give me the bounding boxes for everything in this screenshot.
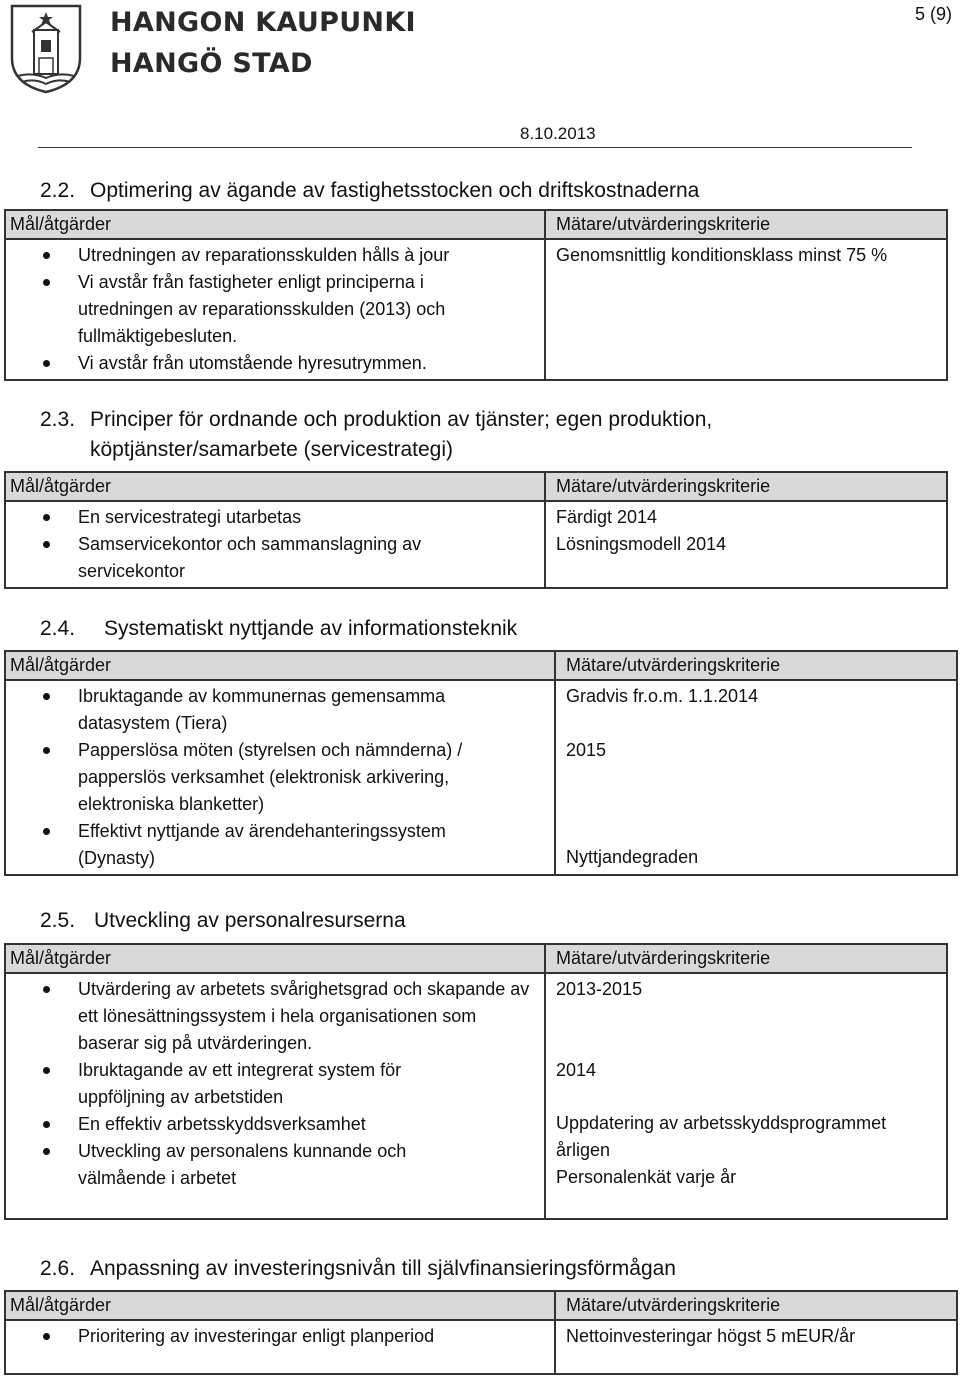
col-header-actions: Mål/åtgärder xyxy=(5,472,545,501)
section-2-3-table xyxy=(4,471,948,589)
measure-text: 2014 xyxy=(556,1060,597,1080)
list-item: En effektiv arbetsskyddsverksamhet xyxy=(78,1111,538,1138)
list-item: Vi avstår från fastigheter enligt principerna i utredningen av reparationsskulden (2013) och fullmäktigebesluten. xyxy=(78,269,544,350)
measure-text: Personalenkät varje år xyxy=(556,1167,737,1187)
section-2-2-table xyxy=(4,209,948,381)
section-2-4-table xyxy=(4,650,958,876)
col-header-measures: Mätare/utvärderingskriterie xyxy=(545,210,947,239)
col-header-measures: Mätare/utvärderingskriterie xyxy=(545,472,947,501)
col-header-measures: Mätare/utvärderingskriterie xyxy=(555,1291,957,1320)
measure-text: 2013-2015 xyxy=(556,979,643,999)
header-divider xyxy=(38,147,912,148)
measure-text: Gradvis fr.o.m. 1.1.2014 xyxy=(566,686,759,706)
list-item: Prioritering av investeringar enligt planperiod xyxy=(78,1323,554,1350)
list-item: Vi avstår från utomstående hyresutrymmen. xyxy=(78,350,544,377)
measure-text: Färdigt 2014 xyxy=(556,507,658,527)
col-header-measures: Mätare/utvärderingskriterie xyxy=(545,944,947,973)
list-item: Ibruktagande av kommunernas gemensamma datasystem (Tiera) xyxy=(78,683,514,737)
col-header-actions: Mål/åtgärder xyxy=(5,210,545,239)
measure-text: Nyttjandegraden xyxy=(566,847,699,867)
measure-text: Uppdatering av arbetsskyddsprogrammet årligen xyxy=(556,1113,887,1160)
measure-text: Lösningsmodell 2014 xyxy=(556,534,727,554)
col-header-actions: Mål/åtgärder xyxy=(5,944,545,973)
section-2-6-table xyxy=(4,1290,958,1375)
list-item: Utredningen av reparationsskulden hålls à jour xyxy=(78,242,544,269)
org-name-finnish: HANGON KAUPUNKI xyxy=(110,7,416,38)
org-name-swedish: HANGÖ STAD xyxy=(110,48,313,79)
list-item: Utvärdering av arbetets svårighetsgrad och skapande av ett lönesättningssystem i hela organisationen som baserar sig på utvärderingen. xyxy=(78,976,538,1057)
section-2-2-heading: 2.2. Optimering av ägande av fastighetsstocken och driftskostnaderna xyxy=(40,179,700,202)
section-2-5-table xyxy=(4,943,948,1220)
measure-text: Nettoinvesteringar högst 5 mEUR/år xyxy=(566,1326,856,1346)
col-header-measures: Mätare/utvärderingskriterie xyxy=(555,651,957,680)
section-2-6-heading: 2.6. Anpassning av investeringsnivån till självfinansieringsförmågan xyxy=(40,1257,676,1280)
list-item: En servicestrategi utarbetas xyxy=(78,504,484,531)
list-item: Samservicekontor och sammanslagning av servicekontor xyxy=(78,531,484,585)
measure-text: 2015 xyxy=(566,740,607,760)
list-item: Ibruktagande av ett integrerat system för uppföljning av arbetstiden xyxy=(78,1057,538,1111)
section-2-3-heading: 2.3. Principer för ordnande och produktion av tjänster; egen produktion, köptjänster/samarbete (servicestrategi) xyxy=(40,408,713,461)
col-header-actions: Mål/åtgärder xyxy=(5,651,555,680)
section-2-4-heading: 2.4. Systematiskt nyttjande av informationsteknik xyxy=(40,617,518,640)
list-item: Utveckling av personalens kunnande och välmående i arbetet xyxy=(78,1138,538,1192)
col-header-actions: Mål/åtgärder xyxy=(5,1291,555,1320)
section-2-5-heading: 2.5. Utveckling av personalresurserna xyxy=(40,909,406,932)
measure-text: Genomsnittlig konditionsklass minst 75 % xyxy=(556,245,888,265)
document-date: 8.10.2013 xyxy=(520,124,596,143)
list-item: Papperslösa möten (styrelsen och nämnderna) / papperslös verksamhet (elektronisk arkivering, elektroniska blanketter) xyxy=(78,737,514,818)
page-number: 5 (9) xyxy=(914,4,952,24)
list-item: Effektivt nyttjande av ärendehanteringssystem (Dynasty) xyxy=(78,818,514,872)
city-crest-logo xyxy=(8,2,84,94)
